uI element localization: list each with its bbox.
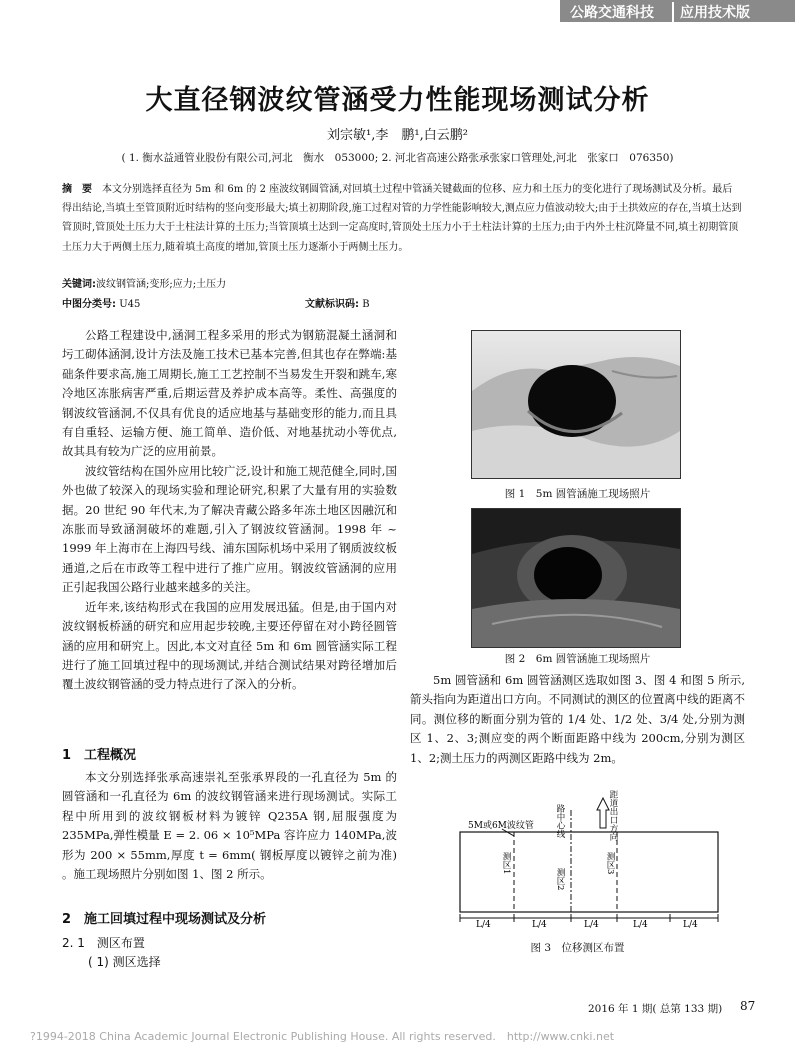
paragraph-intro: 公路工程建设中,涵洞工程多采用的形式为钢筋混凝土涵洞和圬工砌体涵洞,设计方法及施工技术已基本完善,但其也存在弊端:基础条件要求高,施工周期长,施工工艺控制不当易发生开裂和跳车,寒冷地区冻胀病害严重,后期运营及养护成本高等。柔性、高强度的钢波纹管涵洞,不仅具有优良的适应地基与基础变形的能力,而且具有自重轻、运输方便、施工简单、造价低、对地基扰动小等优点,故其具有较为广泛的应用前景。 — [62, 328, 397, 459]
right-column-text — [410, 671, 745, 768]
doc-id-value: B — [362, 299, 370, 310]
abstract-text: 本文分别选择直径为 5m 和 6m 的 2 座波纹钢圆管涵,对回填土过程中管涵关键截面的位移、应力和土压力的变化进行了现场测试及分析。最后得出结论,当填土至管顶附近时结构的竖向变形最大;填土初期阶段,施工过程对管的力学性能影响较大,测点应力值波动较大;由于土拱效应的存在,当填土达到管顶时,管顶处土压力大于土柱法计算的土压力;当管顶填土达到一定高度时,管顶处土压力小于土柱法计算的土压力;由于内外土柱沉降量不同,填土初期管顶土压力大于两侧土压力,随着填土高度的增加,管顶土压力逐渐小于两侧土压力。 — [62, 184, 742, 253]
pipe-outline — [460, 832, 718, 912]
paragraph-project: 本文分别选择张承高速崇礼至张承界段的一孔直径为 5m 的圆管涵和一孔直径为 6m 的波纹钢管涵来进行现场测试。实际工程中所用到的波纹钢板材料为镀锌 Q235A 钢,屈服强度为 235MPa,弹性模量 E = 2. 06 × 10⁵MPa 容许应力 140MPa,波形为 200 × 55mm,厚度 t = 6mm( 钢板厚度以镀锌之前为准) 。施工现场照片分别如图 1、图 2 所示。 — [62, 770, 397, 882]
document-id — [305, 295, 370, 310]
section-name: 应用技术版 — [672, 2, 750, 22]
segment-label: L/4 — [584, 920, 599, 930]
figure-3-caption: 图 3 位移测区布置 — [530, 942, 625, 954]
zone-1-label: 测区1 — [501, 852, 511, 875]
paragraph-background: 波纹管结构在国外应用比较广泛,设计和施工规范健全,同时,国外也做了较深入的现场实验和理论研究,积累了大量有用的实验数据。20 世纪 90 年代末,为了解决青藏公路多年冻土地区因融沉和冻胀而导致涵洞破坏的难题,引入了钢波纹管涵洞。1998 年 ~ 1999 年上海市在上海四号线、浦东国际机场中采用了钢质波纹板通道,之后在市政等工程中进行了推广应用。钢波纹管涵洞的应用正引起我国公路行业越来越多的关注。 — [62, 463, 397, 595]
section-1-body — [62, 768, 397, 884]
paragraph-test-zones: 5m 圆管涵和 6m 圆管涵测区选取如图 3、图 4 和图 5 所示,箭头指向为距道出口方向。不同测试的测区的位置离中线的距离不同。测位移的断面分别为管的 1/4 处、1/2 处、3/4 处,分别为测区 1、2、3;测应变的两个断面距路中线为 200cm,分别为测区 1、2;测土压力的两测区距路中线为 2m。 — [410, 673, 745, 765]
section-heading-1: 1 工程概况 — [62, 748, 137, 763]
authors: 刘宗敏¹,李 鹏¹,白云鹏² — [327, 128, 468, 143]
abstract-label: 摘 要 — [62, 184, 92, 195]
zone-3-label: 测区3 — [605, 852, 615, 875]
road-center-label: 路中心线 — [555, 804, 565, 838]
journal-name: 公路交通科技 — [570, 5, 654, 21]
page-number: 87 — [740, 999, 756, 1013]
left-column — [62, 326, 397, 695]
keywords-label: 关键词: — [62, 279, 96, 290]
figure-1-photo — [471, 330, 681, 479]
issue-info: 2016 年 1 期( 总第 133 期) — [588, 1003, 723, 1015]
subsection-heading-2-1: 2. 1 测区布置 — [62, 936, 145, 950]
section-heading-2: 2 施工回填过程中现场测试及分析 — [62, 912, 267, 927]
paragraph-motivation: 近年来,该结构形式在我国的应用发展迅猛。但是,由于国内对波纹钢板桥涵的研究和应用起步较晚,主要还停留在对小跨径圆管涵的应用和研究上。因此,本文对直径 5m 和 6m 圆管涵实际工程进行了施工回填过程中的现场测试,并结合测试结果对跨径增加后覆土波纹钢管涵的受力特点进行了深入的分析。 — [62, 599, 397, 692]
keywords-text: 波纹钢管涵;变形;应力;土压力 — [96, 279, 227, 290]
pipe-label: 5M或6M波纹管 — [468, 821, 534, 831]
subsubsection-heading: ( 1) 测区选择 — [88, 955, 161, 969]
zone-2-label: 测区2 — [555, 868, 565, 891]
classification-label: 中图分类号: — [62, 299, 116, 310]
segment-label: L/4 — [476, 920, 491, 930]
figure-1-caption: 图 1 5m 圆管涵施工现场照片 — [504, 488, 651, 500]
page-title: 大直径钢波纹管涵受力性能现场测试分析 — [145, 85, 650, 116]
figure-2-caption: 图 2 6m 圆管涵施工现场照片 — [504, 653, 651, 665]
abstract — [62, 180, 742, 257]
segment-label: L/4 — [633, 920, 648, 930]
affiliations: ( 1. 衡水益通管业股份有限公司,河北 衡水 053000; 2. 河北省高速公路张承张家口管理处,河北 张家口 076350) — [121, 152, 674, 164]
doc-id-label: 文献标识码: — [305, 299, 359, 310]
segment-label: L/4 — [532, 920, 547, 930]
exit-direction-label: 距道出口方向 — [608, 790, 618, 841]
figure-2-photo — [471, 508, 681, 648]
segment-label: L/4 — [683, 920, 698, 930]
figure-3-diagram — [440, 780, 740, 930]
classification — [62, 295, 140, 310]
keywords — [62, 275, 226, 290]
classification-value: U45 — [119, 299, 141, 310]
copyright-line: ?1994-2018 China Academic Journal Electronic Publishing House. All rights reserved. http://www.cnki.net — [30, 1030, 615, 1043]
